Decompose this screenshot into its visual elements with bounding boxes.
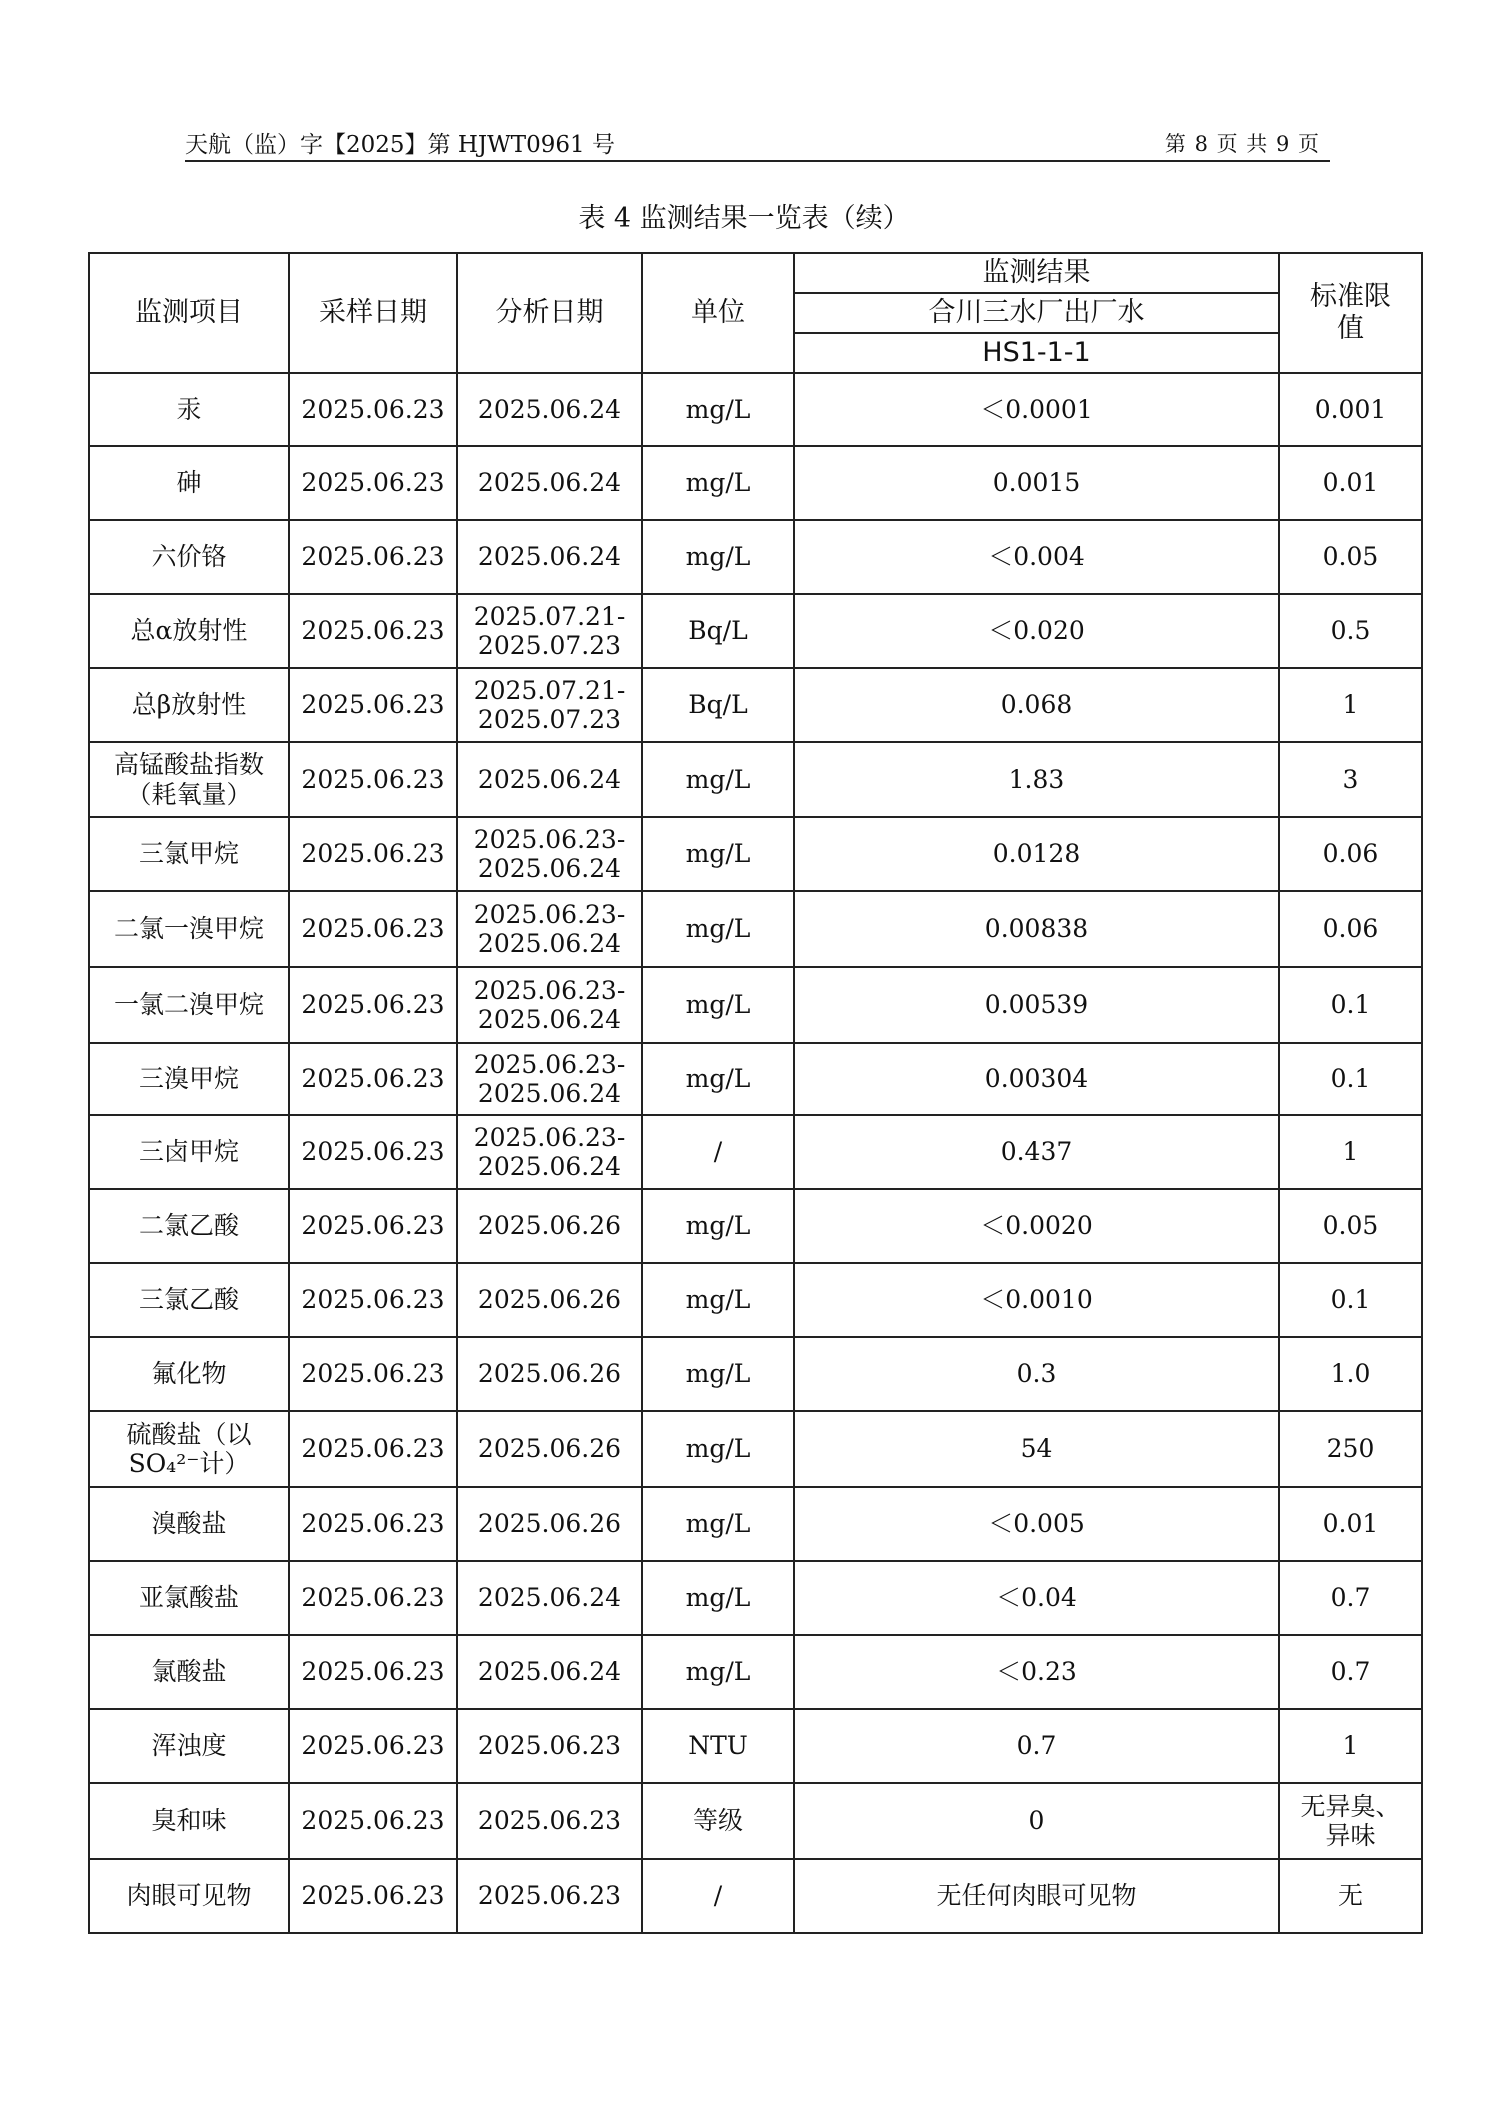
cell-limit: 250	[1279, 1411, 1422, 1487]
cell-item: 一氯二溴甲烷	[89, 967, 289, 1043]
cell-unit: mg/L	[642, 446, 794, 520]
cell-item: 三溴甲烷	[89, 1043, 289, 1115]
cell-sample-date: 2025.06.23	[289, 742, 457, 817]
analysis-date-start: 2025.06.26	[477, 1211, 622, 1241]
cell-unit: mg/L	[642, 1635, 794, 1709]
cell-result: 0.00539	[794, 967, 1279, 1043]
cell-unit: mg/L	[642, 1411, 794, 1487]
analysis-date-start: 2025.06.23-	[473, 1049, 626, 1079]
cell-analysis-date	[457, 1411, 642, 1487]
table-row	[89, 1263, 1422, 1337]
table-header	[89, 253, 1422, 373]
analysis-date-start: 2025.07.21-	[473, 601, 626, 631]
cell-sample-date: 2025.06.23	[289, 1783, 457, 1859]
cell-analysis-date	[457, 1709, 642, 1783]
cell-unit: mg/L	[642, 817, 794, 891]
table-row	[89, 1561, 1422, 1635]
table-row	[89, 1635, 1422, 1709]
cell-analysis-date	[457, 1635, 642, 1709]
cell-result: ＜0.005	[794, 1487, 1279, 1561]
header-site: 合川三水厂出厂水	[794, 293, 1279, 333]
cell-analysis-date	[457, 967, 642, 1043]
cell-item: 硫酸盐（以SO₄²⁻计）	[89, 1411, 289, 1487]
cell-unit: Bq/L	[642, 668, 794, 742]
cell-item: 总α放射性	[89, 594, 289, 668]
table-row	[89, 373, 1422, 446]
cell-limit: 0.05	[1279, 520, 1422, 594]
cell-unit: NTU	[642, 1709, 794, 1783]
cell-unit: mg/L	[642, 373, 794, 446]
cell-unit: 等级	[642, 1783, 794, 1859]
cell-item: 三氯乙酸	[89, 1263, 289, 1337]
cell-item: 总β放射性	[89, 668, 289, 742]
cell-result: 0.0015	[794, 446, 1279, 520]
cell-sample-date: 2025.06.23	[289, 594, 457, 668]
cell-item: 二氯一溴甲烷	[89, 891, 289, 967]
cell-sample-date: 2025.06.23	[289, 1043, 457, 1115]
cell-limit: 0.01	[1279, 1487, 1422, 1561]
cell-result: 0.068	[794, 668, 1279, 742]
cell-limit: 1	[1279, 1709, 1422, 1783]
report-number: 天航（监）字【2025】第 HJWT0961 号	[185, 132, 615, 158]
table-row	[89, 967, 1422, 1043]
cell-analysis-date	[457, 1263, 642, 1337]
cell-limit: 0.05	[1279, 1189, 1422, 1263]
cell-limit: 1.0	[1279, 1337, 1422, 1411]
cell-item: 砷	[89, 446, 289, 520]
cell-item: 三卤甲烷	[89, 1115, 289, 1189]
cell-result: ＜0.0010	[794, 1263, 1279, 1337]
header-limit: 标准限值	[1279, 253, 1422, 373]
table-row	[89, 1043, 1422, 1115]
analysis-date-end: 2025.07.23	[477, 705, 622, 734]
analysis-date-start: 2025.07.21-	[473, 675, 626, 705]
page-info: 第 8 页 共 9 页	[1164, 132, 1320, 156]
cell-item: 氟化物	[89, 1337, 289, 1411]
cell-sample-date: 2025.06.23	[289, 817, 457, 891]
analysis-date-start: 2025.06.23-	[473, 899, 626, 929]
cell-analysis-date	[457, 1189, 642, 1263]
cell-analysis-date	[457, 594, 642, 668]
analysis-date-end: 2025.06.24	[477, 854, 622, 883]
cell-sample-date: 2025.06.23	[289, 967, 457, 1043]
cell-unit: mg/L	[642, 1561, 794, 1635]
cell-unit: mg/L	[642, 891, 794, 967]
cell-sample-date: 2025.06.23	[289, 373, 457, 446]
table-title: 表 4 监测结果一览表（续）	[578, 203, 910, 234]
header-result-group: 监测结果	[794, 253, 1279, 293]
cell-result: 0	[794, 1783, 1279, 1859]
cell-limit: 0.001	[1279, 373, 1422, 446]
analysis-date-start: 2025.06.23-	[473, 975, 626, 1005]
cell-analysis-date	[457, 520, 642, 594]
cell-result: ＜0.04	[794, 1561, 1279, 1635]
cell-sample-date: 2025.06.23	[289, 668, 457, 742]
header-sample-date: 采样日期	[289, 253, 457, 373]
cell-limit: 0.1	[1279, 967, 1422, 1043]
cell-result: ＜0.020	[794, 594, 1279, 668]
cell-result: 0.7	[794, 1709, 1279, 1783]
analysis-date-start: 2025.06.23-	[473, 1122, 626, 1152]
cell-item: 亚氯酸盐	[89, 1561, 289, 1635]
cell-limit: 0.5	[1279, 594, 1422, 668]
analysis-date-start: 2025.06.24	[477, 1583, 622, 1613]
analysis-date-start: 2025.06.26	[477, 1509, 622, 1539]
header-item: 监测项目	[89, 253, 289, 373]
cell-item: 六价铬	[89, 520, 289, 594]
cell-limit: 0.1	[1279, 1263, 1422, 1337]
table-row	[89, 817, 1422, 891]
cell-unit: mg/L	[642, 1337, 794, 1411]
cell-result: 0.437	[794, 1115, 1279, 1189]
cell-item: 三氯甲烷	[89, 817, 289, 891]
cell-result: 0.00838	[794, 891, 1279, 967]
cell-result: 0.00304	[794, 1043, 1279, 1115]
cell-analysis-date	[457, 1115, 642, 1189]
cell-item: 溴酸盐	[89, 1487, 289, 1561]
cell-item: 二氯乙酸	[89, 1189, 289, 1263]
cell-limit: 无	[1279, 1859, 1422, 1933]
analysis-date-start: 2025.06.26	[477, 1359, 622, 1389]
analysis-date-start: 2025.06.24	[477, 1657, 622, 1687]
header-sample-code: HS1-1-1	[794, 333, 1279, 373]
cell-unit: /	[642, 1859, 794, 1933]
cell-sample-date: 2025.06.23	[289, 1115, 457, 1189]
cell-limit: 0.7	[1279, 1635, 1422, 1709]
cell-sample-date: 2025.06.23	[289, 1411, 457, 1487]
cell-limit: 1	[1279, 668, 1422, 742]
table-row	[89, 742, 1422, 817]
cell-unit: mg/L	[642, 1263, 794, 1337]
cell-limit: 0.06	[1279, 817, 1422, 891]
cell-result: 0.0128	[794, 817, 1279, 891]
cell-analysis-date	[457, 742, 642, 817]
analysis-date-end: 2025.07.23	[477, 631, 622, 660]
cell-unit: Bq/L	[642, 594, 794, 668]
cell-analysis-date	[457, 1561, 642, 1635]
cell-sample-date: 2025.06.23	[289, 1859, 457, 1933]
cell-unit: mg/L	[642, 1189, 794, 1263]
analysis-date-end: 2025.06.24	[477, 1079, 622, 1108]
cell-limit: 0.7	[1279, 1561, 1422, 1635]
cell-sample-date: 2025.06.23	[289, 891, 457, 967]
cell-unit: mg/L	[642, 1487, 794, 1561]
cell-result: 0.3	[794, 1337, 1279, 1411]
table-row	[89, 1487, 1422, 1561]
cell-unit: mg/L	[642, 520, 794, 594]
analysis-date-start: 2025.06.26	[477, 1434, 622, 1464]
cell-result: ＜0.23	[794, 1635, 1279, 1709]
cell-item: 汞	[89, 373, 289, 446]
cell-sample-date: 2025.06.23	[289, 520, 457, 594]
cell-analysis-date	[457, 446, 642, 520]
cell-limit: 0.06	[1279, 891, 1422, 967]
analysis-date-end: 2025.06.24	[477, 1005, 622, 1034]
table-body	[89, 373, 1422, 1933]
cell-limit: 0.1	[1279, 1043, 1422, 1115]
analysis-date-start: 2025.06.23	[477, 1881, 622, 1911]
cell-sample-date: 2025.06.23	[289, 1635, 457, 1709]
cell-result: ＜0.0001	[794, 373, 1279, 446]
cell-limit: 无异臭、异味	[1279, 1783, 1422, 1859]
table-row	[89, 1783, 1422, 1859]
analysis-date-start: 2025.06.23-	[473, 824, 626, 854]
table-row	[89, 594, 1422, 668]
cell-unit: mg/L	[642, 967, 794, 1043]
cell-result: 无任何肉眼可见物	[794, 1859, 1279, 1933]
cell-sample-date: 2025.06.23	[289, 1709, 457, 1783]
cell-item: 肉眼可见物	[89, 1859, 289, 1933]
analysis-date-start: 2025.06.23	[477, 1731, 622, 1761]
cell-item: 氯酸盐	[89, 1635, 289, 1709]
cell-analysis-date	[457, 817, 642, 891]
cell-item: 高锰酸盐指数（耗氧量）	[89, 742, 289, 817]
cell-result: ＜0.004	[794, 520, 1279, 594]
cell-unit: /	[642, 1115, 794, 1189]
cell-analysis-date	[457, 373, 642, 446]
header-unit: 单位	[642, 253, 794, 373]
analysis-date-end: 2025.06.24	[477, 929, 622, 958]
cell-result: 54	[794, 1411, 1279, 1487]
cell-limit: 1	[1279, 1115, 1422, 1189]
analysis-date-start: 2025.06.23	[477, 1806, 622, 1836]
analysis-date-start: 2025.06.24	[477, 468, 622, 498]
table-row	[89, 1337, 1422, 1411]
cell-analysis-date	[457, 668, 642, 742]
cell-sample-date: 2025.06.23	[289, 1561, 457, 1635]
table-row	[89, 1115, 1422, 1189]
table-row	[89, 520, 1422, 594]
analysis-date-end: 2025.06.24	[477, 1152, 622, 1181]
table-row	[89, 1709, 1422, 1783]
cell-analysis-date	[457, 1487, 642, 1561]
cell-result: 1.83	[794, 742, 1279, 817]
cell-analysis-date	[457, 891, 642, 967]
cell-result: ＜0.0020	[794, 1189, 1279, 1263]
analysis-date-start: 2025.06.24	[477, 764, 622, 794]
table-row	[89, 1189, 1422, 1263]
page-header	[185, 126, 1330, 162]
cell-sample-date: 2025.06.23	[289, 446, 457, 520]
cell-analysis-date	[457, 1783, 642, 1859]
results-table	[88, 252, 1423, 1934]
cell-unit: mg/L	[642, 742, 794, 817]
cell-unit: mg/L	[642, 1043, 794, 1115]
cell-analysis-date	[457, 1337, 642, 1411]
cell-item: 臭和味	[89, 1783, 289, 1859]
table-row	[89, 1859, 1422, 1933]
analysis-date-start: 2025.06.24	[477, 542, 622, 572]
cell-limit: 3	[1279, 742, 1422, 817]
table-row	[89, 668, 1422, 742]
analysis-date-start: 2025.06.24	[477, 394, 622, 424]
cell-item: 浑浊度	[89, 1709, 289, 1783]
table-row	[89, 446, 1422, 520]
cell-analysis-date	[457, 1859, 642, 1933]
table-row	[89, 1411, 1422, 1487]
cell-sample-date: 2025.06.23	[289, 1263, 457, 1337]
cell-sample-date: 2025.06.23	[289, 1487, 457, 1561]
analysis-date-start: 2025.06.26	[477, 1285, 622, 1315]
cell-analysis-date	[457, 1043, 642, 1115]
header-analysis-date: 分析日期	[457, 253, 642, 373]
cell-sample-date: 2025.06.23	[289, 1189, 457, 1263]
table-row	[89, 891, 1422, 967]
cell-sample-date: 2025.06.23	[289, 1337, 457, 1411]
cell-limit: 0.01	[1279, 446, 1422, 520]
